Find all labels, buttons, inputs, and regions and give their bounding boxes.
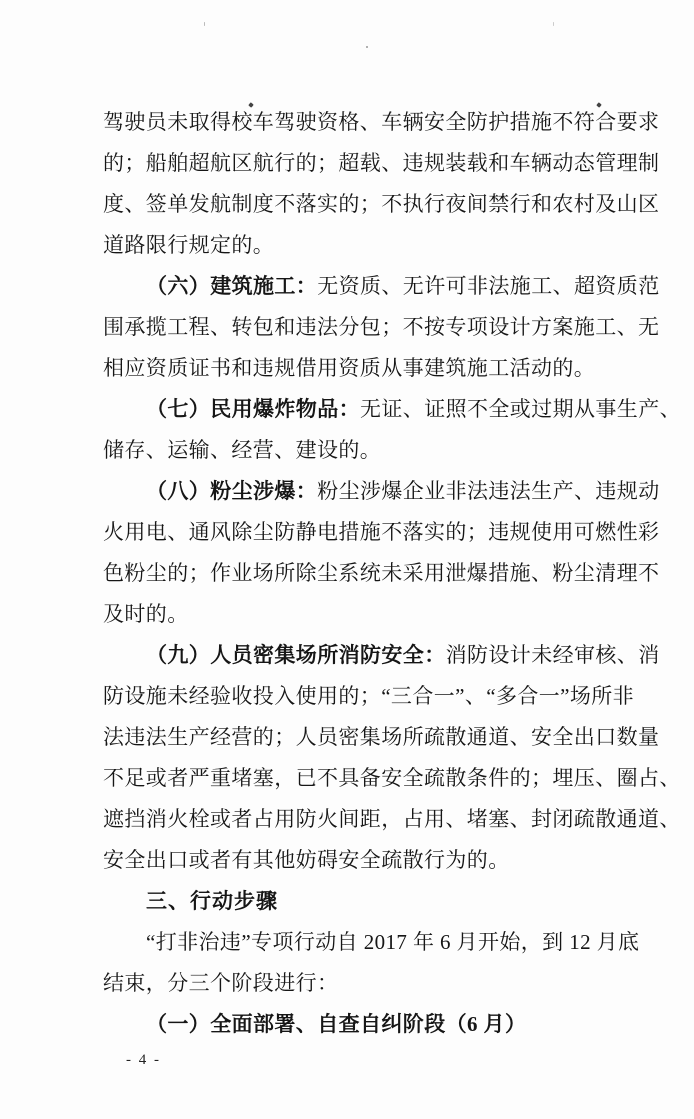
paragraph-line: 防设施未经验收投入使用的；“三合一”、“多合一”场所非 xyxy=(103,684,635,708)
scan-speck xyxy=(366,46,368,48)
section-7-heading-line: （七）民用爆炸物品：无证、证照不全或过期从事生产、 xyxy=(146,397,681,421)
paragraph-line: 安全出口或者有其他妨碍安全疏散行为的。 xyxy=(103,848,510,872)
scan-speck xyxy=(553,22,554,26)
paragraph-line: 遮挡消火栓或者占用防火间距，占用、堵塞、封闭疏散通道、 xyxy=(103,807,681,831)
page-number: - 4 - xyxy=(126,1052,161,1068)
paragraph-line: “打非治违”专项行动自 2017 年 6 月开始，到 12 月底 xyxy=(146,930,640,954)
scan-speck xyxy=(204,22,205,26)
paragraph-line: 相应资质证书和违规借用资质从事建筑施工活动的。 xyxy=(103,356,596,380)
phase-1-heading-line: （一）全面部署、自查自纠阶段（6 月） xyxy=(146,1012,527,1036)
section-6-heading-line: （六）建筑施工：无资质、无许可非法施工、超资质范 xyxy=(146,274,660,298)
section-9-heading-line: （九）人员密集场所消防安全：消防设计未经审核、消 xyxy=(146,643,660,667)
paragraph-line: 度、签单发航制度不落实的；不执行夜间禁行和农村及山区 xyxy=(103,192,660,216)
document-body xyxy=(103,102,681,1045)
section-8-heading-line: （八）粉尘涉爆：粉尘涉爆企业非法违法生产、违规动 xyxy=(146,479,660,503)
section-3-heading: 三、行动步骤 xyxy=(146,890,278,913)
paragraph-line: 火用电、通风除尘防静电措施不落实的；违规使用可燃性彩 xyxy=(103,520,660,544)
paragraph-line: 驾驶员未取得校车驾驶资格、车辆安全防护措施不符合要求 xyxy=(103,110,660,134)
paragraph-line: 的；船舶超航区航行的；超载、违规装载和车辆动态管理制 xyxy=(103,151,660,175)
paragraph-line: 道路限行规定的。 xyxy=(103,233,275,257)
paragraph-line: 结束，分三个阶段进行： xyxy=(103,971,339,995)
paragraph-line: 围承揽工程、转包和违法分包；不按专项设计方案施工、无 xyxy=(103,315,660,339)
paragraph-line: 储存、运输、经营、建设的。 xyxy=(103,438,382,462)
paragraph-line: 及时的。 xyxy=(103,602,189,626)
paragraph-line: 色粉尘的；作业场所除尘系统未采用泄爆措施、粉尘清理不 xyxy=(103,561,660,585)
paragraph-line: 不足或者严重堵塞，已不具备安全疏散条件的；埋压、圈占、 xyxy=(103,766,681,790)
paragraph-line: 法违法生产经营的；人员密集场所疏散通道、安全出口数量 xyxy=(103,725,660,749)
